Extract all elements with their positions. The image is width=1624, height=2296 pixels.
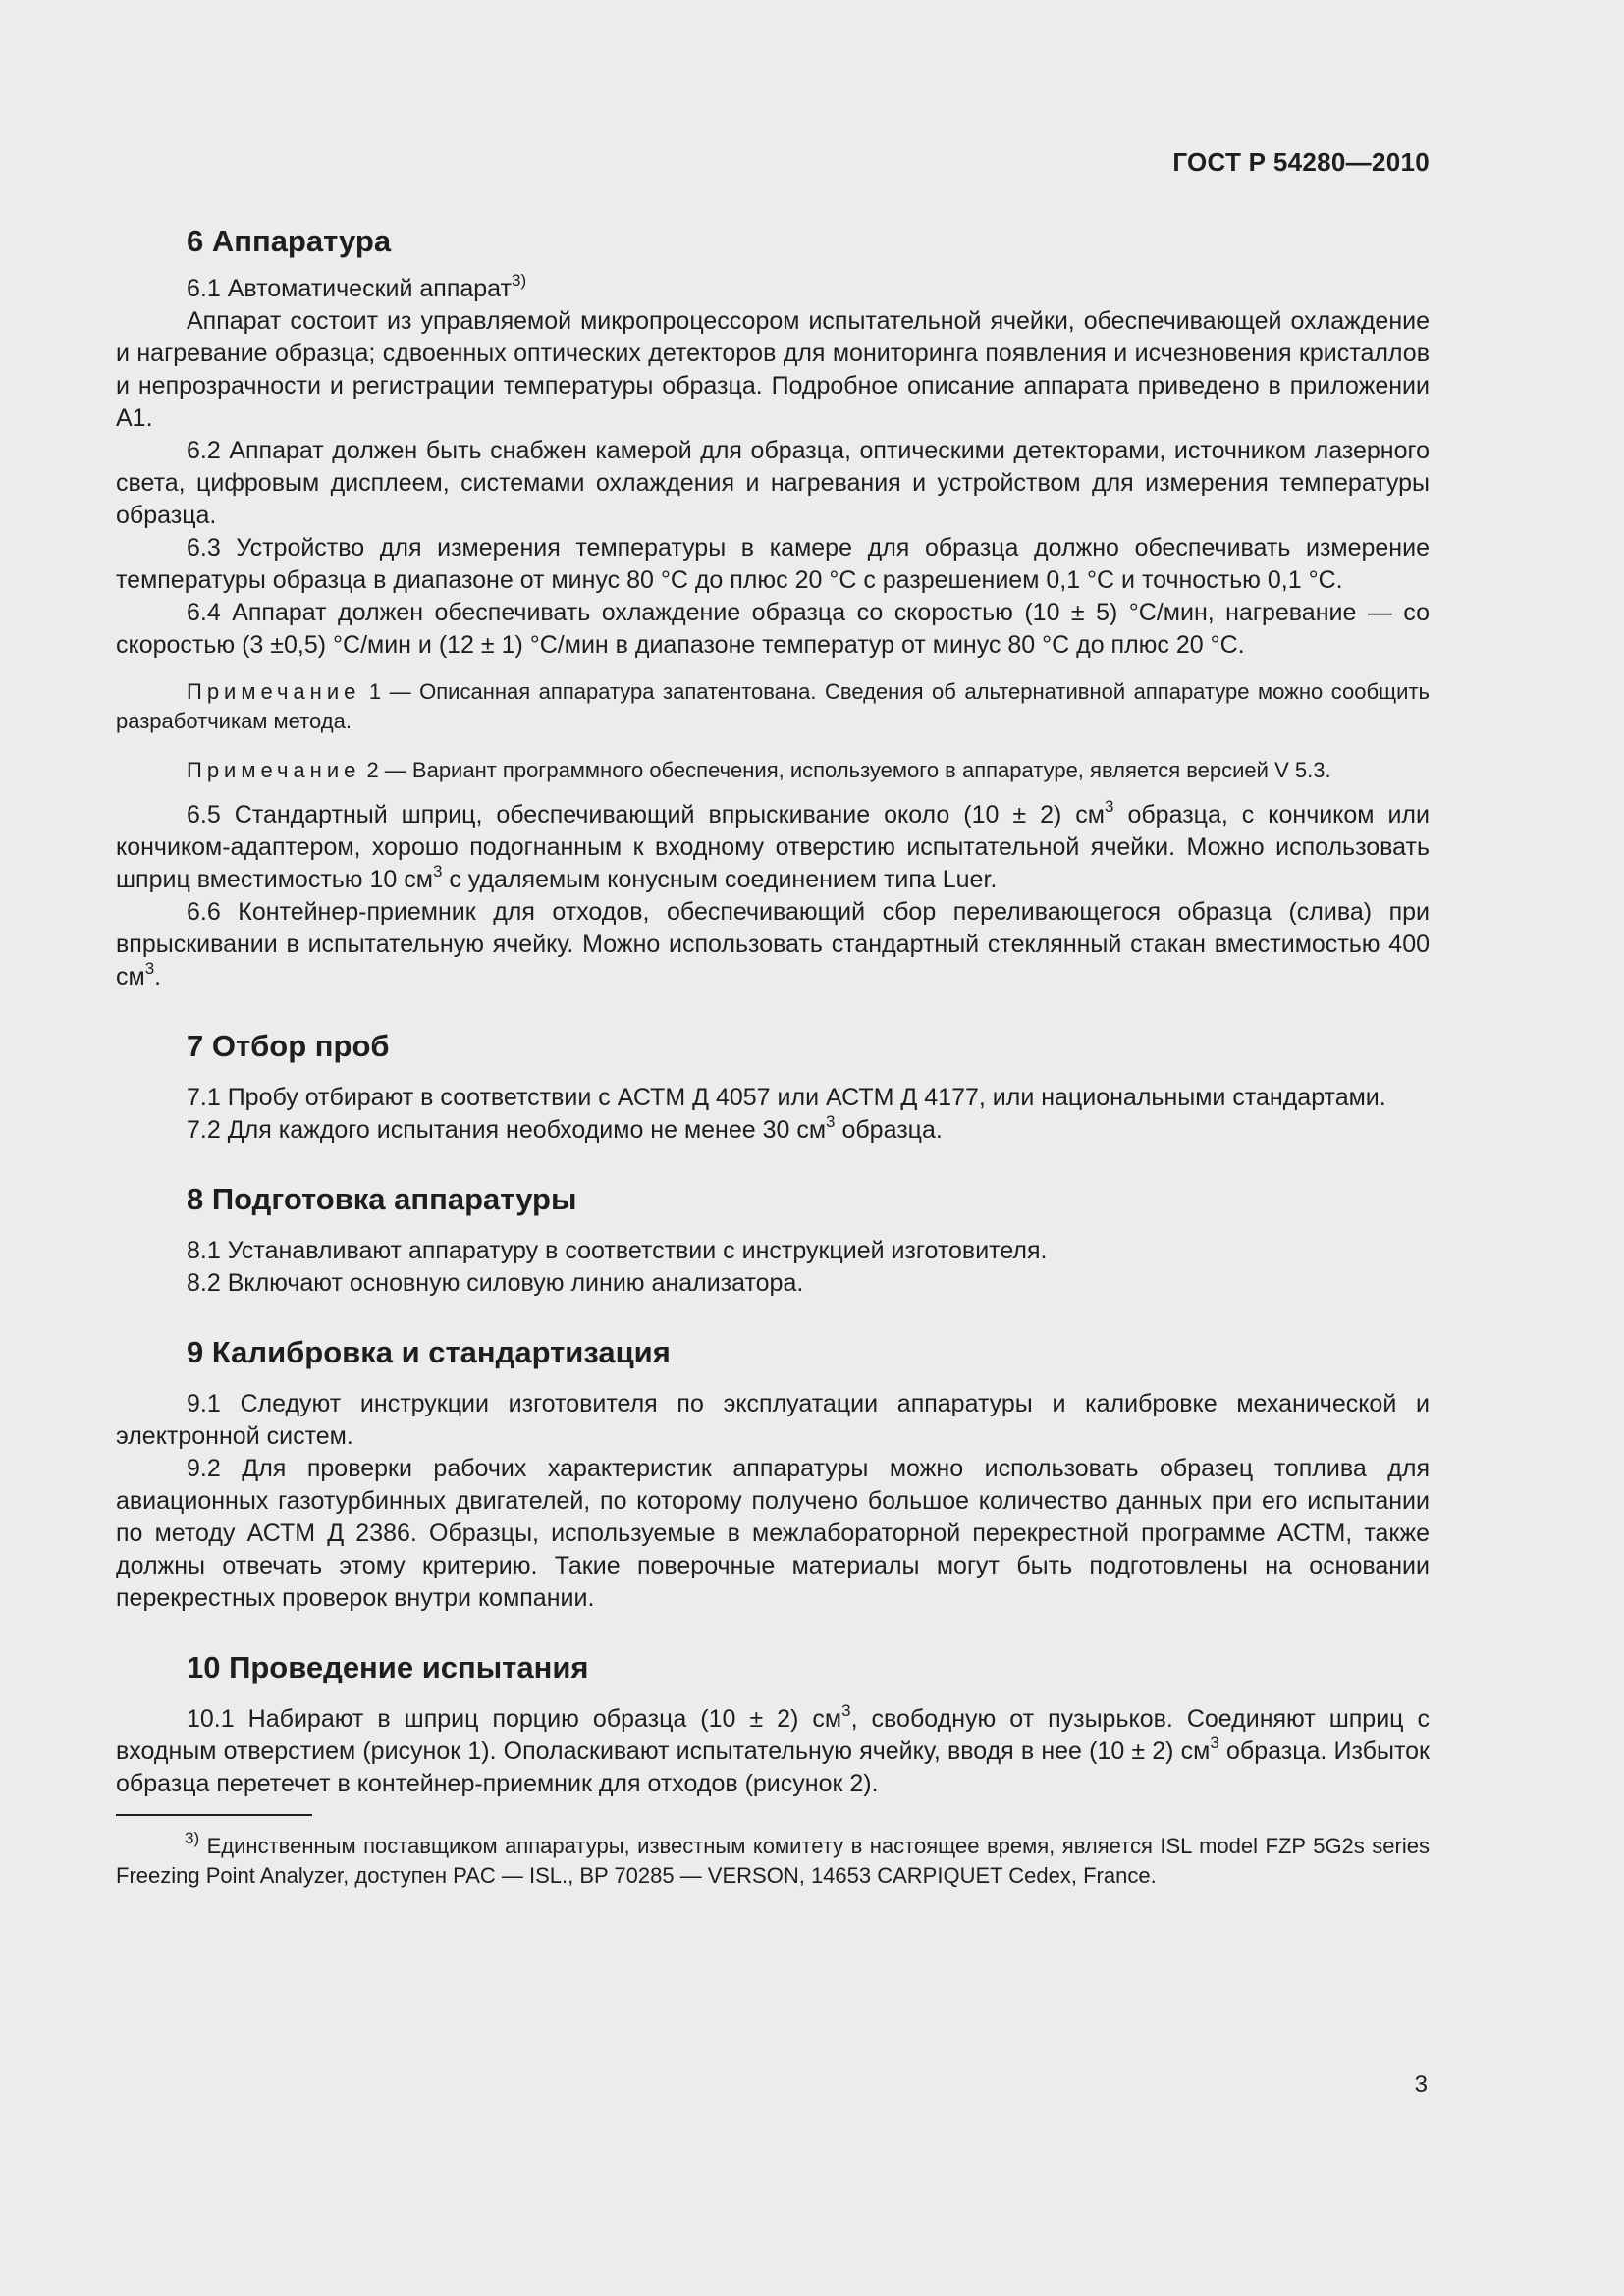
page-content — [116, 222, 1430, 1891]
clause-7-1: 7.1 Пробу отбирают в соответствии с АСТМ Д 4057 или АСТМ Д 4177, или национальными стандартами. — [187, 1084, 1386, 1111]
clause-10-1-part-a: 10.1 Набирают в шприц порцию образца (10 ± 2) см — [187, 1705, 842, 1733]
section-10-heading: 10 Проведение испытания — [187, 1650, 589, 1684]
clause-10-1-part-b: , свободную от пузырьков. Соединяют шприц с входным отверстием (рисунок 1). Ополаскивают испытательную ячейку, вводя в нее (10 ± 2) см — [116, 1705, 1430, 1765]
clause-9-2: 9.2 Для проверки рабочих характеристик аппаратуры можно использовать образец топлива для авиационных газотурбинных двигателей, по которому получено большое количество данных при его испытании по методу АСТМ Д 2386. Образцы, используемые в межлабораторной перекрестной программе АСТМ, также должны отвечать этому критерию. Такие поверочные материалы могут быть подготовлены на основании перекрестных проверок внутри компании. — [116, 1455, 1430, 1612]
superscript: 3 — [1105, 796, 1114, 816]
section-9-heading: 9 Калибровка и стандартизация — [187, 1335, 671, 1369]
section-8-heading: 8 Подготовка аппаратуры — [187, 1182, 577, 1216]
clause-7-2-part-a: 7.2 Для каждого испытания необходимо не менее 30 см — [187, 1116, 827, 1144]
superscript: 3 — [1210, 1733, 1219, 1752]
clause-8-1: 8.1 Устанавливают аппаратуру в соответствии с инструкцией изготовителя. — [187, 1237, 1048, 1264]
note-1-text: 1 — Описанная аппаратура запатентована. Сведения об альтернативной аппаратуре можно сообщить разработчикам метода. — [116, 679, 1430, 733]
note-2 — [116, 756, 1430, 785]
clause-6-2: 6.2 Аппарат должен быть снабжен камерой для образца, оптическими детекторами, источником лазерного света, цифровым дисплеем, системами охлаждения и нагревания и устройством для измерения температуры образца. — [116, 437, 1430, 529]
footnote-ref: 3) — [511, 270, 527, 290]
clause-6-1-title — [116, 270, 1430, 305]
clause-7-2-part-b: образца. — [835, 1116, 943, 1144]
superscript: 3 — [432, 861, 443, 881]
clause-6-3: 6.3 Устройство для измерения температуры в камере для образца должно обеспечивать измерение температуры образца в диапазоне от минус 80 °С до плюс 20 °С с разрешением 0,1 °С и точностью 0,1 °С. — [116, 534, 1430, 594]
clause-8-2: 8.2 Включают основную силовую линию анализатора. — [187, 1269, 804, 1297]
clause-6-1-title-text: 6.1 Автоматический аппарат — [187, 275, 512, 302]
superscript: 3 — [826, 1111, 836, 1131]
clause-6-6-part-b: . — [154, 963, 162, 990]
document-code: ГОСТ Р 54280—2010 — [1172, 147, 1430, 177]
clause-6-1-body: Аппарат состоит из управляемой микропроцессором испытательной ячейки, обеспечивающей охлаждение и нагревание образца; сдвоенных оптических детекторов для мониторинга появления и исчезновения кристаллов и непрозрачности и регистрации температуры образца. Подробное описание аппарата приведено в приложении А1. — [116, 307, 1430, 432]
note-1-label: Примечание — [187, 679, 361, 704]
clause-10-1 — [116, 1700, 1430, 1800]
clause-6-6 — [116, 896, 1430, 993]
note-1 — [116, 677, 1430, 736]
clause-7-2 — [116, 1111, 1430, 1147]
clause-6-5-part-b: образца, с кончиком или кончиком-адаптером, хорошо подогнанным к входному отверстию испытательной ячейки. Можно использовать шприц вместимостью 10 см — [116, 801, 1430, 893]
clause-6-5-part-c: с удаляемым конусным соединением типа Luer. — [442, 866, 998, 893]
footnote — [116, 1828, 1430, 1891]
section-7-heading: 7 Отбор проб — [187, 1029, 390, 1063]
clause-6-5 — [116, 796, 1430, 896]
footnote-separator — [116, 1814, 312, 1816]
note-2-label: Примечание — [187, 758, 361, 782]
clause-9-1: 9.1 Следуют инструкции изготовителя по эксплуатации аппаратуры и калибровке механической и электронной систем. — [116, 1390, 1430, 1450]
clause-6-5-part-a: 6.5 Стандартный шприц, обеспечивающий впрыскивание около (10 ± 2) см — [187, 801, 1105, 828]
footnote-mark: 3) — [185, 1828, 200, 1847]
clause-6-6-part-a: 6.6 Контейнер-приемник для отходов, обеспечивающий сбор переливающегося образца (слива) при впрыскивании в испытательную ячейку. Можно использовать стандартный стеклянный стакан вместимостью 400 см — [116, 898, 1430, 990]
clause-6-4: 6.4 Аппарат должен обеспечивать охлаждение образца со скоростью (10 ± 5) °С/мин, нагревание — со скоростью (3 ±0,5) °С/мин и (12 ± 1) °С/мин в диапазоне температур от минус 80 °С до плюс 20 °С. — [116, 599, 1430, 659]
superscript: 3 — [144, 958, 155, 978]
clause-10-1-part-c: образца. Избыток образца перетечет в контейнер-приемник для отходов (рисунок 2). — [116, 1737, 1430, 1797]
page-number: 3 — [1414, 2071, 1428, 2098]
footnote-text: Единственным поставщиком аппаратуры, известным комитету в настоящее время, является ISL model FZP 5G2s series Freezing Point Analyzer, доступен PAC — ISL., BP 70285 — VERSON, 14653 CARPIQUET Cedex, France. — [116, 1834, 1430, 1888]
note-2-text: 2 — Вариант программного обеспечения, используемого в аппаратуре, является версией V 5.3. — [360, 758, 1331, 782]
section-6-heading: 6 Аппаратура — [187, 224, 392, 258]
superscript: 3 — [841, 1700, 851, 1720]
